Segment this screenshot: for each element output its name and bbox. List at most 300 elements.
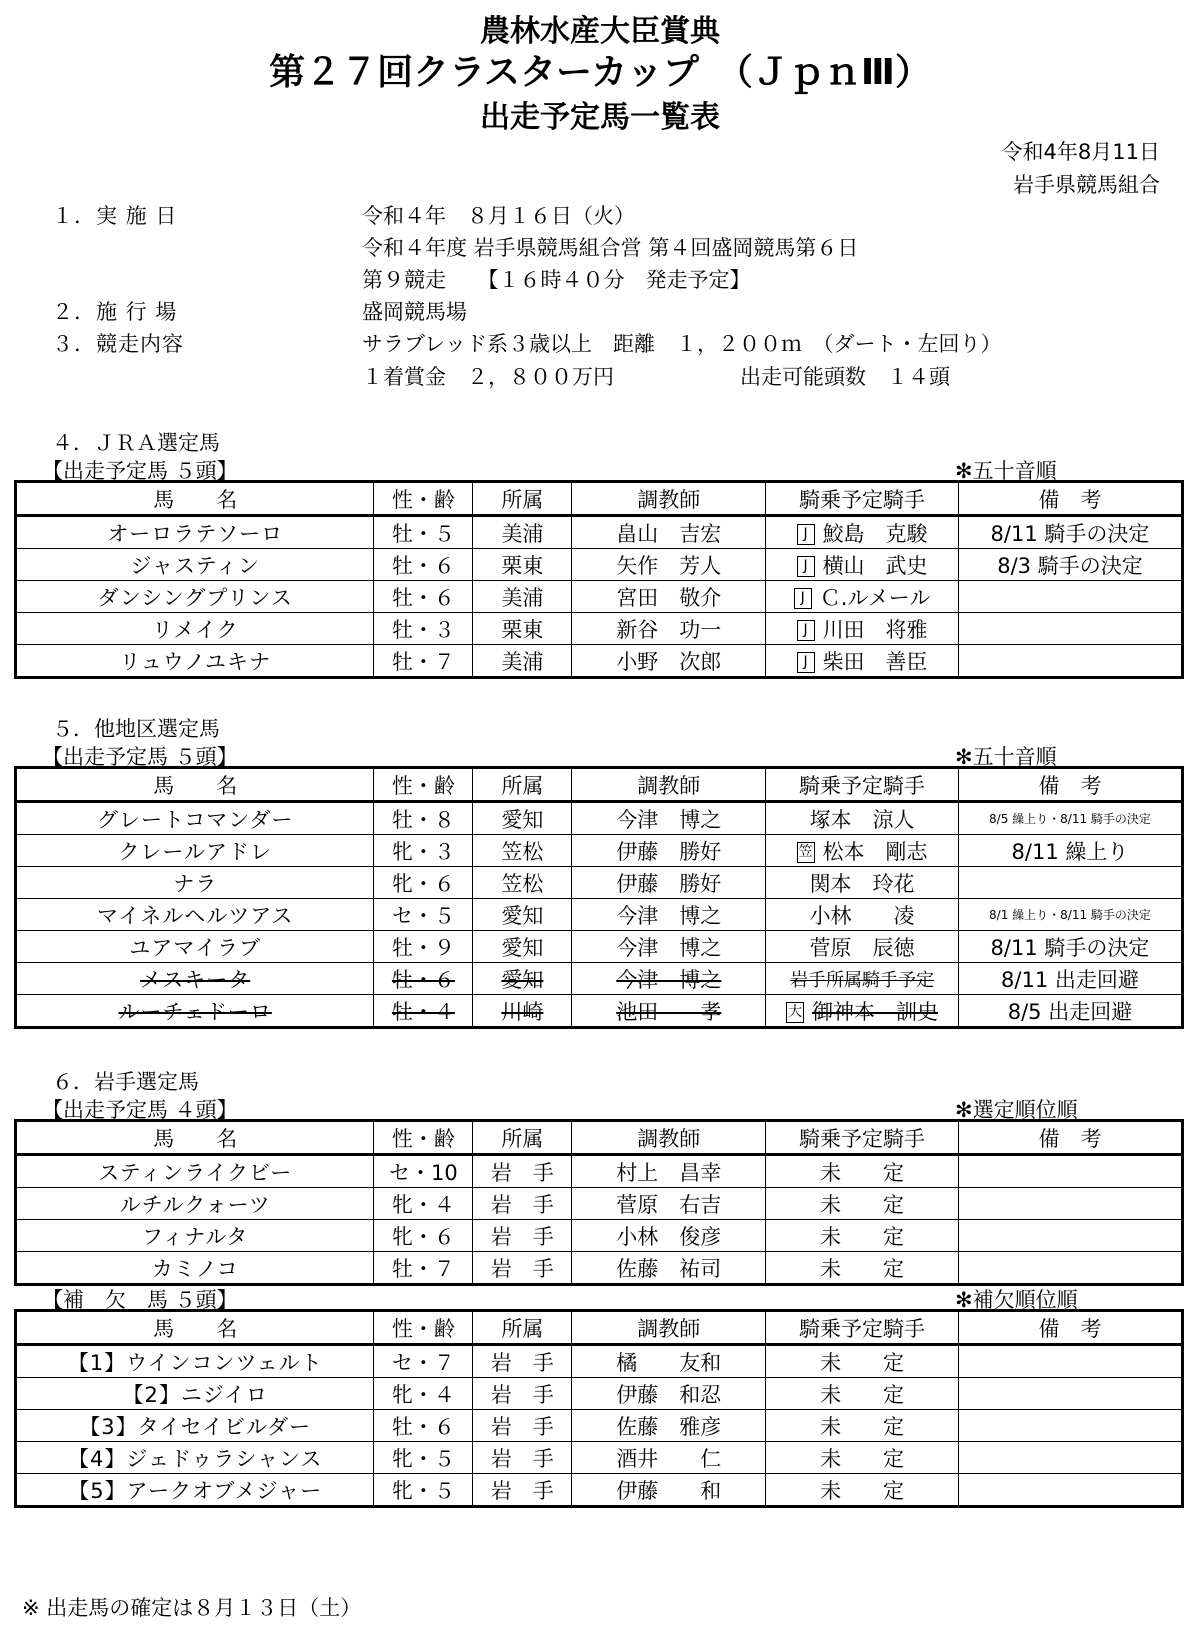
col-affil-header: 所属 bbox=[473, 1121, 572, 1155]
note bbox=[958, 516, 1182, 549]
horse-name-text: ダンシングプリンス bbox=[97, 585, 293, 610]
trainer-text: 伊藤 和 bbox=[616, 1478, 722, 1503]
affiliation bbox=[473, 835, 572, 867]
trainer bbox=[572, 613, 766, 645]
col-sex-age-header: 性・齢 bbox=[374, 1311, 473, 1345]
title-award: 農林水産大臣賞典 bbox=[480, 14, 720, 49]
sex-age-text: 牝・６ bbox=[391, 871, 455, 896]
sex-age-text: 牝・６ bbox=[391, 1224, 455, 1249]
affiliation-text: 岩 手 bbox=[490, 1256, 554, 1281]
note bbox=[958, 645, 1182, 678]
table-row bbox=[16, 867, 1183, 899]
trainer bbox=[572, 1378, 766, 1410]
horse-name bbox=[16, 1188, 374, 1220]
sex-age-text: 牡・６ bbox=[391, 585, 455, 610]
trainer-text: 酒井 仁 bbox=[616, 1446, 722, 1471]
jockey-text: 未 定 bbox=[820, 1382, 905, 1407]
affiliation-text: 愛知 bbox=[501, 967, 544, 992]
trainer-text: 今津 博之 bbox=[616, 807, 722, 832]
horse-name bbox=[16, 581, 374, 613]
horse-name-text: 【3】タイセイビルダー bbox=[79, 1414, 312, 1439]
sex-age bbox=[374, 931, 473, 963]
affiliation bbox=[473, 995, 572, 1028]
col-name-header: 馬 名 bbox=[16, 1311, 374, 1345]
note-text: 8/5 繰上り・8/11 騎手の決定 bbox=[989, 812, 1151, 826]
other-sub: 【出走予定馬 ５頭】 bbox=[42, 745, 238, 769]
table-row bbox=[16, 516, 1183, 549]
meeting: 令和４年度 岩手県競馬組合営 第４回盛岡競馬第６日 bbox=[362, 236, 859, 260]
issuer: 岩手県競馬組合 bbox=[1013, 173, 1160, 197]
jockey bbox=[766, 1442, 959, 1474]
sex-age bbox=[374, 1188, 473, 1220]
jockey-text: 川田 将雅 bbox=[822, 617, 928, 642]
title-list: 出走予定馬一覧表 bbox=[480, 100, 720, 135]
affiliation bbox=[473, 645, 572, 678]
col-jockey-header: 騎乗予定騎手 bbox=[766, 482, 959, 516]
table-row bbox=[16, 1442, 1183, 1474]
table-row bbox=[16, 1410, 1183, 1442]
affiliation-text: 栗東 bbox=[501, 617, 544, 642]
jockey bbox=[766, 1378, 959, 1410]
section-other-heading: ５．他地区選定馬 bbox=[52, 717, 220, 741]
horse-name-text: ルーチェドーロ bbox=[118, 999, 272, 1024]
horse-name-text: グレートコマンダー bbox=[97, 807, 294, 832]
jockey-text: 松本 剛志 bbox=[822, 839, 928, 864]
affiliation bbox=[473, 613, 572, 645]
horse-name bbox=[16, 963, 374, 995]
header-row bbox=[16, 1311, 1183, 1345]
trainer bbox=[572, 1252, 766, 1285]
sex-age bbox=[374, 867, 473, 899]
col-name-header: 馬 名 bbox=[16, 482, 374, 516]
affiliation bbox=[473, 1155, 572, 1188]
header-row bbox=[16, 482, 1183, 516]
iwate-order: ✻選定順位順 bbox=[955, 1098, 1078, 1122]
horse-name bbox=[16, 931, 374, 963]
note-text: 8/5 出走回避 bbox=[1007, 999, 1133, 1024]
race-date: 令和４年 ８月１６日（火） bbox=[362, 204, 635, 228]
sex-age-text: 牝・５ bbox=[391, 1478, 455, 1503]
horse-name bbox=[16, 1378, 374, 1410]
jockey bbox=[766, 931, 959, 963]
sex-age bbox=[374, 1252, 473, 1285]
jockey-mark-icon: 大 bbox=[786, 1002, 804, 1023]
sex-age-text: 牡・８ bbox=[391, 807, 455, 832]
note bbox=[958, 1155, 1182, 1188]
iwate-sub: 【出走予定馬 ４頭】 bbox=[42, 1098, 238, 1122]
header-row bbox=[16, 1121, 1183, 1155]
trainer bbox=[572, 1442, 766, 1474]
jockey-text: 小林 凌 bbox=[809, 903, 915, 928]
jockey bbox=[766, 581, 959, 613]
col-affil-header: 所属 bbox=[473, 1311, 572, 1345]
horse-name bbox=[16, 1345, 374, 1378]
jockey bbox=[766, 899, 959, 931]
table-row bbox=[16, 581, 1183, 613]
affiliation-text: 笠松 bbox=[501, 839, 544, 864]
jockey-text: 未 定 bbox=[820, 1224, 905, 1249]
jockey-mark-icon: J bbox=[794, 588, 812, 609]
trainer-text: 伊藤 和忍 bbox=[616, 1382, 722, 1407]
col-note-header: 備 考 bbox=[958, 1121, 1182, 1155]
affiliation bbox=[473, 1378, 572, 1410]
jockey-text: 未 定 bbox=[820, 1160, 905, 1185]
jockey-mark-icon: J bbox=[797, 652, 815, 673]
horse-name-text: リュウノユキナ bbox=[119, 649, 272, 674]
horse-name bbox=[16, 899, 374, 931]
trainer bbox=[572, 549, 766, 581]
jockey bbox=[766, 1252, 959, 1285]
sex-age bbox=[374, 835, 473, 867]
jockey-text: 未 定 bbox=[820, 1192, 905, 1217]
affiliation-text: 笠松 bbox=[501, 871, 544, 896]
horse-name bbox=[16, 835, 374, 867]
trainer bbox=[572, 516, 766, 549]
field-size: 出走可能頭数 １４頭 bbox=[740, 365, 950, 389]
sex-age-text: セ・７ bbox=[391, 1350, 455, 1375]
affiliation-text: 岩 手 bbox=[490, 1446, 554, 1471]
venue: 盛岡競馬場 bbox=[362, 300, 467, 324]
table-row bbox=[16, 1378, 1183, 1410]
label-date: １．実 施 日 bbox=[52, 204, 178, 228]
jockey bbox=[766, 1220, 959, 1252]
trainer bbox=[572, 835, 766, 867]
affiliation bbox=[473, 899, 572, 931]
affiliation-text: 岩 手 bbox=[490, 1382, 554, 1407]
other-table bbox=[14, 766, 1184, 1029]
affiliation-text: 岩 手 bbox=[490, 1414, 554, 1439]
reserve-sub: 【補 欠 馬 ５頭】 bbox=[42, 1288, 238, 1312]
horse-name bbox=[16, 867, 374, 899]
section-jra-heading: ４．ＪＲＡ選定馬 bbox=[52, 431, 220, 455]
horse-name-text: スティンライクビー bbox=[98, 1160, 293, 1185]
jockey-text: 未 定 bbox=[820, 1446, 905, 1471]
trainer-text: 佐藤 雅彦 bbox=[616, 1414, 722, 1439]
trainer-text: 小野 次郎 bbox=[616, 649, 722, 674]
horse-name-text: ジャスティン bbox=[130, 553, 260, 578]
reserve-table bbox=[14, 1309, 1184, 1508]
note bbox=[958, 1442, 1182, 1474]
affiliation bbox=[473, 1220, 572, 1252]
horse-name-text: 【5】アークオブメジャー bbox=[68, 1478, 323, 1503]
sex-age bbox=[374, 899, 473, 931]
sex-age bbox=[374, 802, 473, 835]
sex-age-text: 牡・６ bbox=[391, 553, 455, 578]
col-jockey-header: 騎乗予定騎手 bbox=[766, 1121, 959, 1155]
affiliation bbox=[473, 1345, 572, 1378]
note bbox=[958, 867, 1182, 899]
horse-name bbox=[16, 1442, 374, 1474]
trainer bbox=[572, 1220, 766, 1252]
note bbox=[958, 1474, 1182, 1507]
horse-name-text: カミノコ bbox=[151, 1256, 239, 1281]
sex-age-text: 牝・４ bbox=[391, 1382, 455, 1407]
note bbox=[958, 1345, 1182, 1378]
trainer bbox=[572, 581, 766, 613]
affiliation-text: 岩 手 bbox=[490, 1224, 554, 1249]
note bbox=[958, 931, 1182, 963]
jockey-mark-icon: J bbox=[797, 524, 815, 545]
note bbox=[958, 802, 1182, 835]
horse-name bbox=[16, 645, 374, 678]
note bbox=[958, 1220, 1182, 1252]
sex-age bbox=[374, 995, 473, 1028]
jockey-text: 鮫島 克駿 bbox=[822, 521, 928, 546]
sex-age-text: 牡・６ bbox=[391, 967, 455, 992]
sex-age bbox=[374, 963, 473, 995]
horse-name bbox=[16, 516, 374, 549]
col-sex-age-header: 性・齢 bbox=[374, 1121, 473, 1155]
horse-name-text: ルチルクォーツ bbox=[119, 1192, 271, 1217]
note bbox=[958, 1188, 1182, 1220]
horse-name bbox=[16, 1474, 374, 1507]
jockey-text: 横山 武史 bbox=[822, 553, 928, 578]
affiliation bbox=[473, 1442, 572, 1474]
race-number: 第９競走 【１６時４０分 発走予定】 bbox=[362, 268, 751, 292]
jockey bbox=[766, 645, 959, 678]
trainer-text: 佐藤 祐司 bbox=[616, 1256, 722, 1281]
horse-name bbox=[16, 995, 374, 1028]
trainer-text: 伊藤 勝好 bbox=[616, 871, 722, 896]
note bbox=[958, 613, 1182, 645]
table-row bbox=[16, 899, 1183, 931]
affiliation bbox=[473, 1410, 572, 1442]
table-row bbox=[16, 1188, 1183, 1220]
trainer-text: 村上 昌幸 bbox=[616, 1160, 722, 1185]
sex-age bbox=[374, 1410, 473, 1442]
jra-order: ✻五十音順 bbox=[955, 459, 1057, 483]
sex-age-text: 牡・７ bbox=[391, 1256, 455, 1281]
trainer-text: 伊藤 勝好 bbox=[616, 839, 722, 864]
table-row bbox=[16, 613, 1183, 645]
jockey-text: Ｃ.ルメール bbox=[819, 585, 931, 610]
sex-age-text: 牝・４ bbox=[391, 1192, 455, 1217]
note-text: 8/3 騎手の決定 bbox=[997, 553, 1143, 578]
note bbox=[958, 899, 1182, 931]
note bbox=[958, 995, 1182, 1028]
col-sex-age-header: 性・齢 bbox=[374, 482, 473, 516]
jockey bbox=[766, 995, 959, 1028]
jockey bbox=[766, 867, 959, 899]
note-text: 8/11 騎手の決定 bbox=[990, 521, 1150, 546]
note bbox=[958, 1252, 1182, 1285]
table-row bbox=[16, 931, 1183, 963]
horse-name bbox=[16, 1252, 374, 1285]
sex-age-text: セ・５ bbox=[391, 903, 455, 928]
horse-name-text: マイネルヘルツアス bbox=[96, 903, 294, 928]
trainer bbox=[572, 931, 766, 963]
note bbox=[958, 963, 1182, 995]
label-conditions: ３．競走内容 bbox=[52, 332, 184, 356]
conditions: サラブレッド系３歳以上 距離 １，２００ｍ （ダート・左回り） bbox=[362, 332, 1002, 356]
affiliation bbox=[473, 1252, 572, 1285]
jockey bbox=[766, 963, 959, 995]
jockey bbox=[766, 1188, 959, 1220]
trainer bbox=[572, 1188, 766, 1220]
trainer bbox=[572, 867, 766, 899]
jockey bbox=[766, 1474, 959, 1507]
jockey-mark-icon: 笠 bbox=[797, 842, 815, 863]
trainer-text: 池田 孝 bbox=[616, 999, 722, 1024]
trainer-text: 橘 友和 bbox=[616, 1350, 722, 1375]
title-race: 第２７回クラスターカップ （ＪｐｎⅢ） bbox=[269, 52, 931, 93]
table-row bbox=[16, 645, 1183, 678]
note bbox=[958, 835, 1182, 867]
sex-age-text: 牡・３ bbox=[391, 617, 455, 642]
horse-name-text: 【1】ウインコンツェルト bbox=[67, 1350, 323, 1375]
sex-age bbox=[374, 549, 473, 581]
sex-age-text: 牡・４ bbox=[391, 999, 455, 1024]
issue-date: 令和4年8月11日 bbox=[1001, 140, 1160, 164]
col-sex-age-header: 性・齢 bbox=[374, 768, 473, 802]
col-affil-header: 所属 bbox=[473, 768, 572, 802]
jockey-text: 未 定 bbox=[820, 1414, 905, 1439]
jockey-mark-icon: J bbox=[797, 556, 815, 577]
sex-age-text: 牝・５ bbox=[391, 1446, 455, 1471]
trainer-text: 菅原 右吉 bbox=[616, 1192, 722, 1217]
jockey-text: 岩手所属騎手予定 bbox=[790, 969, 935, 991]
sex-age bbox=[374, 1220, 473, 1252]
horse-name-text: 【4】ジェドゥラシャンス bbox=[68, 1446, 323, 1471]
jockey bbox=[766, 802, 959, 835]
jockey-text: 未 定 bbox=[820, 1478, 905, 1503]
trainer bbox=[572, 963, 766, 995]
col-name-header: 馬 名 bbox=[16, 768, 374, 802]
table-row bbox=[16, 1345, 1183, 1378]
sex-age bbox=[374, 1155, 473, 1188]
trainer bbox=[572, 899, 766, 931]
jockey bbox=[766, 549, 959, 581]
table-row bbox=[16, 1474, 1183, 1507]
horse-name bbox=[16, 549, 374, 581]
jockey-text: 柴田 善臣 bbox=[822, 649, 928, 674]
jockey-text: 塚本 涼人 bbox=[809, 807, 915, 832]
affiliation-text: 美浦 bbox=[501, 585, 544, 610]
note bbox=[958, 581, 1182, 613]
sex-age-text: 牡・７ bbox=[391, 649, 455, 674]
label-venue: ２．施 行 場 bbox=[52, 300, 178, 324]
horse-name-text: オーロラテソーロ bbox=[107, 521, 284, 546]
affiliation-text: 岩 手 bbox=[490, 1478, 554, 1503]
horse-name bbox=[16, 802, 374, 835]
affiliation-text: 愛知 bbox=[501, 935, 544, 960]
affiliation bbox=[473, 1188, 572, 1220]
affiliation-text: 岩 手 bbox=[490, 1192, 554, 1217]
horse-name-text: フィナルタ bbox=[141, 1224, 249, 1249]
trainer-text: 矢作 芳人 bbox=[616, 553, 722, 578]
jockey-text: 未 定 bbox=[820, 1256, 905, 1281]
sex-age-text: 牡・９ bbox=[391, 935, 455, 960]
note bbox=[958, 549, 1182, 581]
jockey bbox=[766, 1155, 959, 1188]
jockey-text: 御神本 訓史 bbox=[812, 999, 939, 1024]
trainer bbox=[572, 1345, 766, 1378]
affiliation-text: 岩 手 bbox=[490, 1160, 554, 1185]
section-iwate-heading: ６．岩手選定馬 bbox=[52, 1070, 199, 1094]
trainer bbox=[572, 1474, 766, 1507]
issue-block bbox=[1002, 136, 1160, 202]
table-row bbox=[16, 1220, 1183, 1252]
affiliation bbox=[473, 1474, 572, 1507]
col-trainer-header: 調教師 bbox=[572, 1311, 766, 1345]
sex-age bbox=[374, 1474, 473, 1507]
sex-age bbox=[374, 645, 473, 678]
horse-name-text: ユアマイラブ bbox=[129, 935, 261, 960]
sex-age-text: セ・10 bbox=[389, 1160, 458, 1185]
sex-age-text: 牝・３ bbox=[391, 839, 455, 864]
affiliation-text: 美浦 bbox=[501, 649, 544, 674]
reserve-order: ✻補欠順位順 bbox=[955, 1288, 1078, 1312]
horse-name-text: クレールアドレ bbox=[118, 839, 272, 864]
trainer-text: 今津 博之 bbox=[616, 903, 722, 928]
sex-age bbox=[374, 516, 473, 549]
affiliation-text: 愛知 bbox=[501, 903, 544, 928]
affiliation bbox=[473, 963, 572, 995]
horse-name-text: メスキータ bbox=[140, 967, 251, 992]
header-row bbox=[16, 768, 1183, 802]
sex-age bbox=[374, 1378, 473, 1410]
prize: １着賞金 ２，８００万円 bbox=[362, 365, 614, 389]
trainer-text: 小林 俊彦 bbox=[616, 1224, 722, 1249]
table-row bbox=[16, 963, 1183, 995]
horse-name-text: リメイク bbox=[151, 617, 239, 642]
jockey bbox=[766, 1345, 959, 1378]
jockey bbox=[766, 1410, 959, 1442]
col-affil-header: 所属 bbox=[473, 482, 572, 516]
sex-age bbox=[374, 581, 473, 613]
trainer bbox=[572, 802, 766, 835]
table-row bbox=[16, 549, 1183, 581]
col-trainer-header: 調教師 bbox=[572, 1121, 766, 1155]
note-text: 8/11 繰上り bbox=[1011, 839, 1129, 864]
sex-age-text: 牡・６ bbox=[391, 1414, 455, 1439]
jockey-text: 関本 玲花 bbox=[809, 871, 915, 896]
trainer bbox=[572, 1155, 766, 1188]
affiliation bbox=[473, 516, 572, 549]
col-name-header: 馬 名 bbox=[16, 1121, 374, 1155]
sex-age-text: 牡・５ bbox=[391, 521, 455, 546]
jockey bbox=[766, 835, 959, 867]
jra-table bbox=[14, 480, 1184, 679]
trainer bbox=[572, 1410, 766, 1442]
note-text: 8/1 繰上り・8/11 騎手の決定 bbox=[989, 908, 1151, 922]
note-text: 8/11 騎手の決定 bbox=[990, 935, 1150, 960]
jockey-text: 菅原 辰徳 bbox=[809, 935, 915, 960]
table-row bbox=[16, 802, 1183, 835]
jockey-text: 未 定 bbox=[820, 1350, 905, 1375]
affiliation-text: 川崎 bbox=[501, 999, 544, 1024]
sex-age bbox=[374, 1345, 473, 1378]
affiliation-text: 愛知 bbox=[501, 807, 544, 832]
footer-note: ※ 出走馬の確定は８月１３日（土） bbox=[22, 1596, 362, 1620]
affiliation bbox=[473, 581, 572, 613]
table-row bbox=[16, 1252, 1183, 1285]
col-note-header: 備 考 bbox=[958, 768, 1182, 802]
jockey bbox=[766, 613, 959, 645]
col-note-header: 備 考 bbox=[958, 482, 1182, 516]
sex-age bbox=[374, 1442, 473, 1474]
note-text: 8/11 出走回避 bbox=[1001, 967, 1139, 992]
horse-name bbox=[16, 613, 374, 645]
other-order: ✻五十音順 bbox=[955, 745, 1057, 769]
trainer bbox=[572, 995, 766, 1028]
trainer-text: 今津 博之 bbox=[616, 935, 722, 960]
trainer-text: 畠山 吉宏 bbox=[616, 521, 722, 546]
affiliation bbox=[473, 931, 572, 963]
horse-name-text: 【2】ニジイロ bbox=[122, 1382, 268, 1407]
trainer bbox=[572, 645, 766, 678]
horse-name-text: ナラ bbox=[173, 871, 218, 896]
